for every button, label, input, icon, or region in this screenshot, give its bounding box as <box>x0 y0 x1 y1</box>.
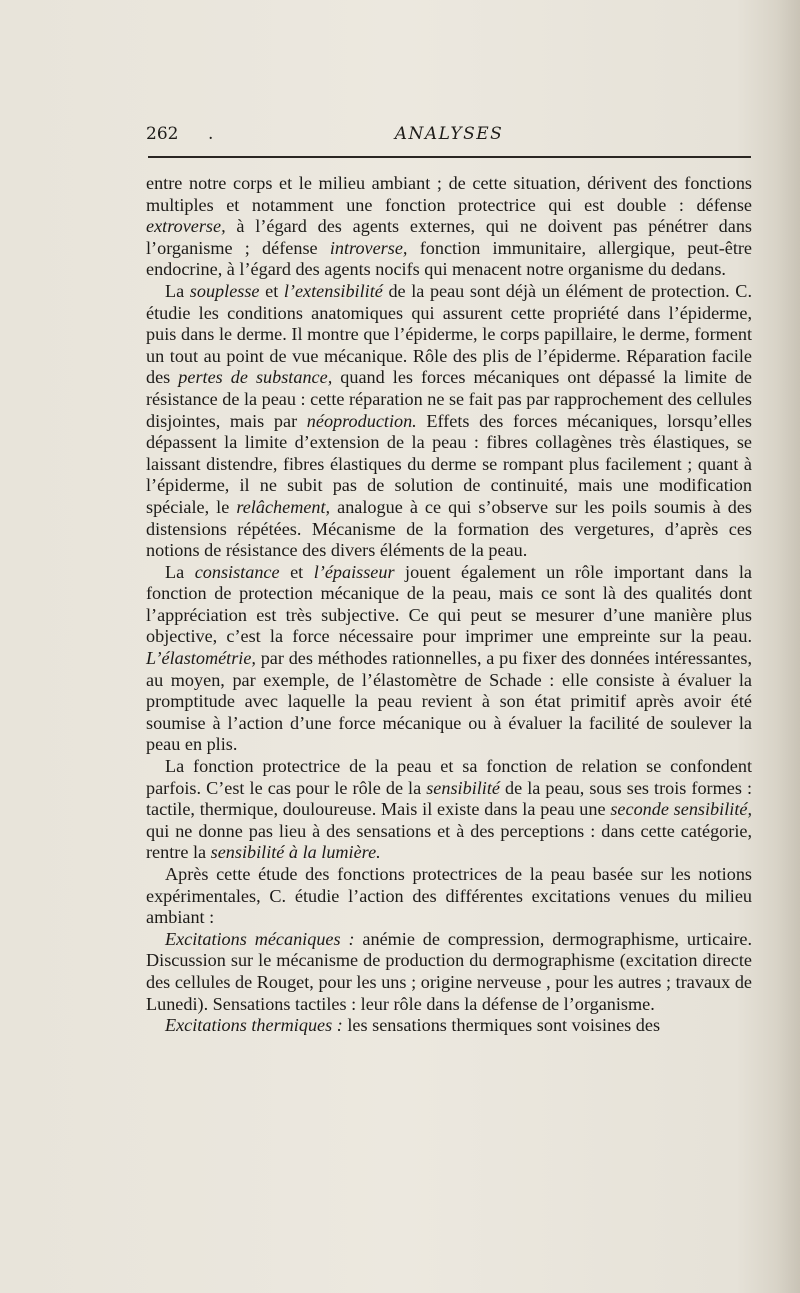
page-number: 262 <box>146 124 179 144</box>
text-run: de la peau, sous ses trois formes : tactile, thermique, douloureuse. Mais il existe dans la peau une <box>146 777 752 820</box>
italic-run: pertes de substance, <box>178 367 333 388</box>
header-separator: . <box>208 124 214 144</box>
text-run: les sensations thermiques sont voisines des <box>342 1015 661 1036</box>
text-run: jouent également un rôle important dans la fonction de protection mécanique de la peau, mais ce sont là des qualités dont l’appréciation est très subjective. Ce qui peut se mesurer d’une manière plus objective, c’est la force nécessaire pour imprimer une empreinte sur la peau. <box>146 561 752 647</box>
text-run: à l’égard des agents externes, qui ne doivent pas pénétrer dans l’organisme ; défense <box>146 216 752 258</box>
italic-run: consistance <box>194 561 280 582</box>
text-run: La <box>165 561 195 582</box>
text-run: anémie de compression, dermographisme, urticaire. Discussion sur le mécanisme de production du dermographisme (excitation directe des cellules de Rouget, pour les uns ; origine nerveuse , pour les autres ; travaux de Lunedi). Sensations tactiles : leur rôle dans la défense de l’organisme. <box>146 928 752 1014</box>
text-run: et <box>279 561 314 582</box>
paragraph <box>146 1015 752 1037</box>
text-run: Effets des forces mécaniques, lorsqu’elles dépassent la limite d’extension de la peau : fibres collagènes très élastiques, se laissant distendre, fibres élastiques du derme se rompant plus facilement ; quant à l’épiderme, il ne subit pas de solution de continuité, mais une modification spéciale, le <box>146 410 752 517</box>
paragraph <box>146 173 752 281</box>
header-rule <box>148 156 751 158</box>
italic-run: néoproduction. <box>306 410 417 431</box>
page-header <box>146 124 752 150</box>
italic-run: extroverse, <box>146 216 226 237</box>
italic-run: introverse, <box>329 237 408 258</box>
italic-run: souplesse <box>189 280 260 301</box>
italic-run: l’extensibilité <box>283 280 383 301</box>
paragraph <box>146 864 752 929</box>
text-run: et <box>259 280 284 301</box>
text-run: La <box>165 280 190 301</box>
italic-run: Excitations thermiques : <box>165 1015 343 1036</box>
italic-run: Excitations mécaniques : <box>165 928 355 949</box>
text-run: analogue à ce qui s’observe sur les poils soumis à des distensions répétées. Mécanisme de la formation des vergetures, d’après ces notions de résistance des divers éléments de la peau. <box>146 496 752 561</box>
paragraph <box>146 929 752 1015</box>
text-run: quand les forces mécaniques ont dépassé la limite de résistance de la peau : cette réparation ne se fait pas par rapprochement des cellules disjointes, mais par <box>146 367 752 431</box>
text-run: qui ne donne pas lieu à des sensations et à des perceptions : dans cette catégorie, rentre la <box>146 820 752 863</box>
italic-run: sensibilité <box>426 777 500 798</box>
text-run: entre notre corps et le milieu ambiant ; de cette situation, dérivent des fonctions multiples et notamment une fonction protectrice qui est double : défense <box>146 173 752 215</box>
body-text <box>146 173 752 1037</box>
paragraph <box>146 562 752 756</box>
text-run: fonction immunitaire, allergique, peut-être endocrine, à l’égard des agents nocifs qui menacent notre organisme du dedans. <box>146 237 753 280</box>
italic-run: seconde sensibilité, <box>610 799 752 820</box>
text-run: Après cette étude des fonctions protectrices de la peau basée sur les notions expérimentales, C. étudie l’action des différentes excitations venues du milieu ambiant : <box>146 864 752 928</box>
italic-run: sensibilité à la lumière. <box>210 842 381 863</box>
text-run: par des méthodes rationnelles, a pu fixer des données intéressantes, au moyen, par exemple, de l’élastomètre de Schade : elle consiste à évaluer la promptitude avec laquelle la peau revient à son état primitif après avoir été soumise à l’action d’une force mécanique ou à évaluer la facilité de soulever la peau en plis. <box>146 648 752 755</box>
paragraph <box>146 756 752 864</box>
italic-run: L’élastométrie, <box>146 648 256 669</box>
running-title: ANALYSES <box>394 124 504 144</box>
italic-run: l’épaisseur <box>313 561 395 582</box>
italic-run: relâchement, <box>236 496 331 517</box>
paragraph <box>146 281 752 562</box>
text-run: de la peau sont déjà un élément de protection. C. étudie les conditions anatomiques qui assurent cette propriété dans l’épiderme, puis dans le derme. Il montre que l’épiderme, le corps papillaire, le derme, forment un tout au point de vue mécanique. Rôle des plis de l’épiderme. Réparation facile des <box>146 280 752 388</box>
text-run: La fonction protectrice de la peau et sa fonction de relation se confondent parfois. C’est le cas pour le rôle de la <box>146 756 752 798</box>
